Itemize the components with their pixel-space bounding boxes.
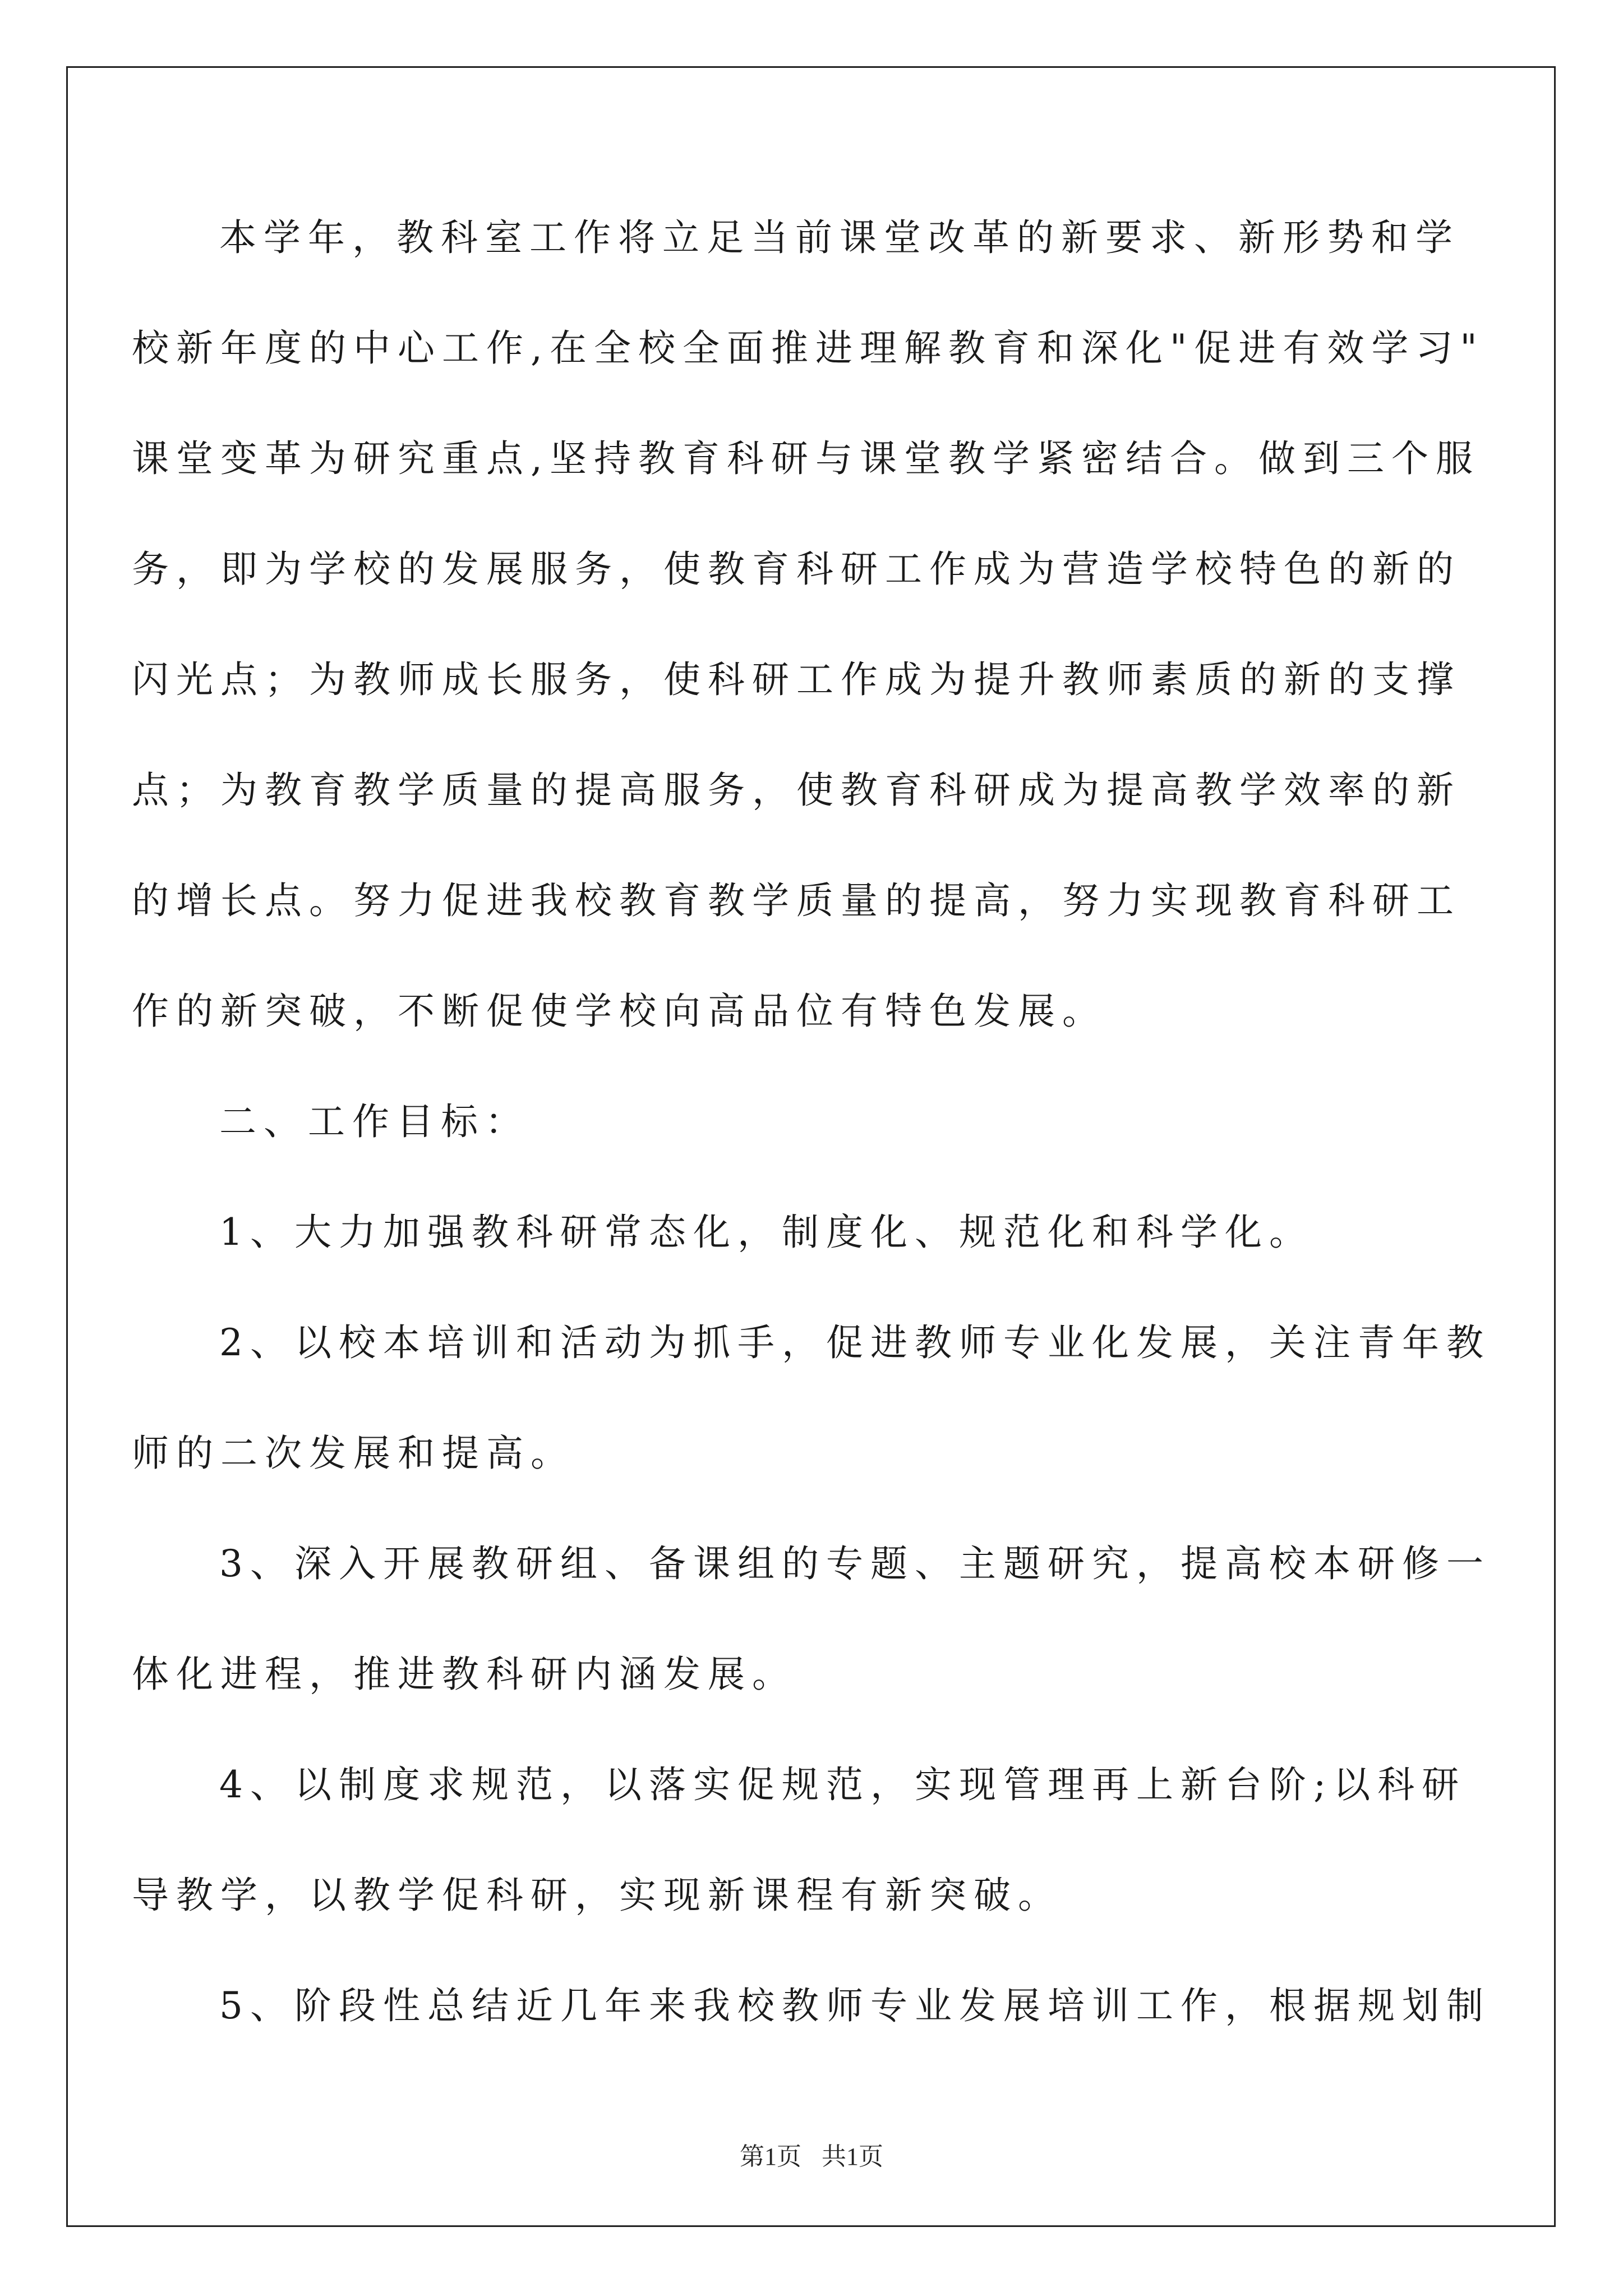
text-line: 作的新突破，不断促使学校向高品位有特色发展。	[132, 990, 1106, 1033]
page-number: 第1页	[740, 2143, 801, 2170]
text-line: 务，即为学校的发展服务，使教育科研工作成为营造学校特色的新的	[132, 547, 1461, 591]
text-line: 师的二次发展和提高。	[132, 1432, 575, 1475]
text-line: 点；为教育教学质量的提高服务，使教育科研成为提高教学效率的新	[132, 769, 1461, 812]
text-line: 2、以校本培训和活动为抓手，促进教师专业化发展，关注青年教	[219, 1321, 1491, 1364]
text-line: 体化进程，推进教科研内涵发展。	[132, 1653, 796, 1696]
text-line: 4、以制度求规范，以落实促规范，实现管理再上新台阶;以科研	[219, 1763, 1467, 1806]
text-line: 的增长点。努力促进我校教育教学质量的提高，努力实现教育科研工	[132, 879, 1461, 922]
text-line: 3、深入开展教研组、备课组的专题、主题研究，提高校本研修一	[219, 1542, 1491, 1585]
total-pages: 共1页	[822, 2143, 883, 2170]
document-body	[132, 182, 1495, 2061]
page-footer	[0, 2136, 1623, 2172]
text-line: 5、阶段性总结近几年来我校教师专业发展培训工作，根据规划制	[219, 1984, 1491, 2027]
text-line: 校新年度的中心工作,在全校全面推进理解教育和深化"促进有效学习"	[132, 326, 1484, 370]
text-line: 闪光点；为教师成长服务，使科研工作成为提升教师素质的新的支撑	[132, 658, 1461, 701]
text-line: 课堂变革为研究重点,坚持教育科研与课堂教学紧密结合。做到三个服	[132, 437, 1480, 480]
text-line: 导教学，以教学促科研，实现新课程有新突破。	[132, 1874, 1062, 1917]
text-line: 本学年，教科室工作将立足当前课堂改革的新要求、新形势和学	[219, 216, 1460, 259]
text-line: 二、工作目标：	[219, 1100, 529, 1143]
text-line: 1、大力加强教科研常态化，制度化、规范化和科学化。	[219, 1211, 1313, 1254]
